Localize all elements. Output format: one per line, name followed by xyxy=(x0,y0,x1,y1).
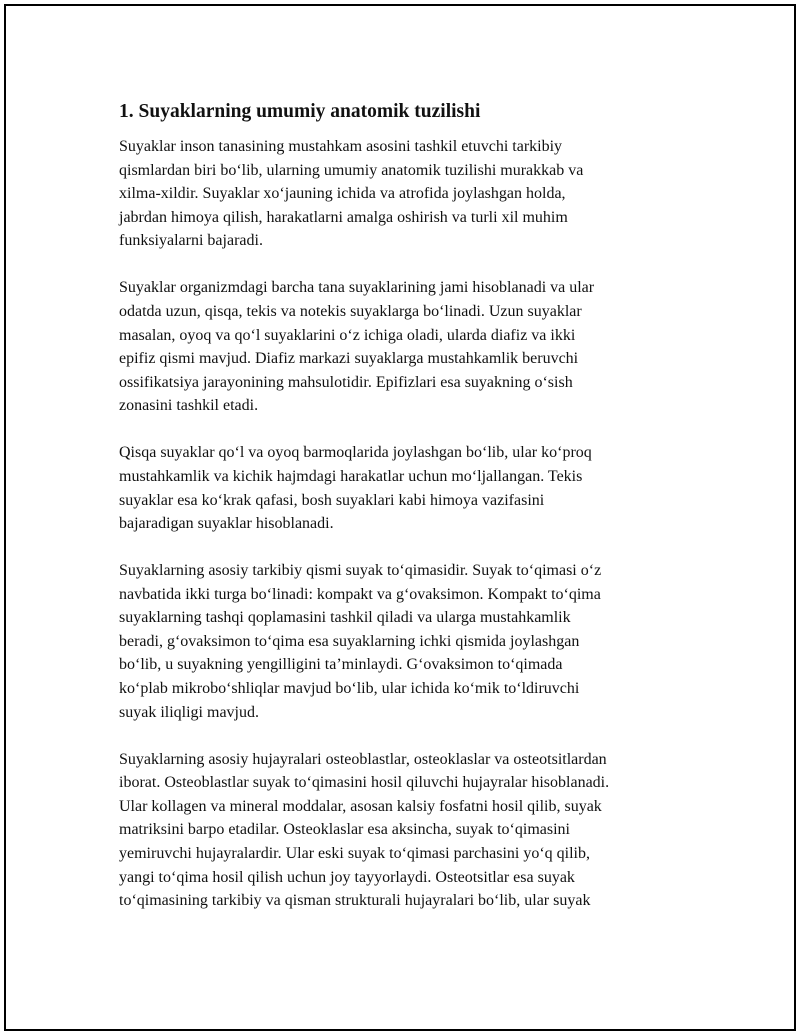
text-line: navbatida ikki turga boʻlinadi: kompakt va gʻovaksimon. Kompakt toʻqima xyxy=(119,585,601,603)
body-paragraph xyxy=(119,276,699,418)
page-frame xyxy=(4,4,796,1031)
text-line: iborat. Osteoblastlar suyak toʻqimasini hosil qiluvchi hujayralar hisoblanadi. xyxy=(119,774,610,792)
text-line: Suyaklarning asosiy tarkibiy qismi suyak toʻqimasidir. Suyak toʻqimasi oʻz xyxy=(119,562,602,580)
text-line: xilma-xildir. Suyaklar xoʻjauning ichida va atrofida joylashgan holda, xyxy=(119,185,566,203)
body-paragraph xyxy=(119,441,699,535)
text-line: yangi toʻqima hosil qilish uchun joy tayyorlaydi. Osteotsitlar esa suyak xyxy=(119,868,575,886)
text-line: zonasini tashkil etadi. xyxy=(119,397,259,415)
text-line: koʻplab mikroboʻshliqlar mavjud boʻlib, ular ichida koʻmik toʻldiruvchi xyxy=(119,680,580,698)
text-line: Ular kollagen va mineral moddalar, asosan kalsiy fosfatni hosil qilib, suyak xyxy=(119,797,602,815)
text-line: suyaklarning tashqi qoplamasini tashkil qiladi va ularga mustahkamlik xyxy=(119,609,571,627)
text-line: toʻqimasining tarkibiy va qisman strukturali hujayralari boʻlib, ular suyak xyxy=(119,892,591,910)
section-heading: 1. Suyaklarning umumiy anatomik tuzilishi xyxy=(119,101,481,122)
text-line: yemiruvchi hujayralardir. Ular eski suyak toʻqimasi parchasini yoʻq qilib, xyxy=(119,845,590,862)
text-line: suyak iliqligi mavjud. xyxy=(119,703,259,721)
body-paragraph xyxy=(119,559,699,724)
text-line: Suyaklar inson tanasining mustahkam asosini tashkil etuvchi tarkibiy xyxy=(119,138,563,155)
body-paragraph xyxy=(119,748,699,913)
text-line: qismlardan biri boʻlib, ularning umumiy anatomik tuzilishi murakkab va xyxy=(119,161,584,179)
text-line: bajaradigan suyaklar hisoblanadi. xyxy=(119,515,334,533)
text-line: boʻlib, u suyakning yengilligini taʼminlaydi. Gʻovaksimon toʻqimada xyxy=(119,656,563,674)
document-body xyxy=(119,99,699,936)
text-line: Suyaklar organizmdagi barcha tana suyaklarining jami hisoblanadi va ular xyxy=(119,279,595,297)
text-line: odatda uzun, qisqa, tekis va notekis suyaklarga boʻlinadi. Uzun suyaklar xyxy=(119,302,582,320)
text-line: beradi, gʻovaksimon toʻqima esa suyaklarning ichki qismida joylashgan xyxy=(119,632,580,650)
paragraph-list xyxy=(119,135,699,913)
text-line: ossifikatsiya jarayonining mahsulotidir. Epifizlari esa suyakning oʻsish xyxy=(119,373,573,391)
text-line: matriksini barpo etadilar. Osteoklaslar esa aksincha, suyak toʻqimasini xyxy=(119,821,570,839)
text-line: suyaklar esa koʻkrak qafasi, bosh suyaklari kabi himoya vazifasini xyxy=(119,491,545,509)
text-line: funksiyalarni bajaradi. xyxy=(119,232,263,250)
text-line: Suyaklarning asosiy hujayralari osteoblastlar, osteoklaslar va osteotsitlardan xyxy=(119,750,607,768)
text-line: epifiz qismi mavjud. Diafiz markazi suyaklarga mustahkamlik beruvchi xyxy=(119,350,579,368)
text-line: mustahkamlik va kichik hajmdagi harakatlar uchun moʻljallangan. Tekis xyxy=(119,467,583,485)
text-line: masalan, oyoq va qoʻl suyaklarini oʻz ichiga oladi, ularda diafiz va ikki xyxy=(119,326,576,344)
body-paragraph xyxy=(119,135,699,253)
text-line: jabrdan himoya qilish, harakatlarni amalga oshirish va turli xil muhim xyxy=(119,208,568,226)
text-line: Qisqa suyaklar qoʻl va oyoq barmoqlarida joylashgan boʻlib, ular koʻproq xyxy=(119,444,592,462)
